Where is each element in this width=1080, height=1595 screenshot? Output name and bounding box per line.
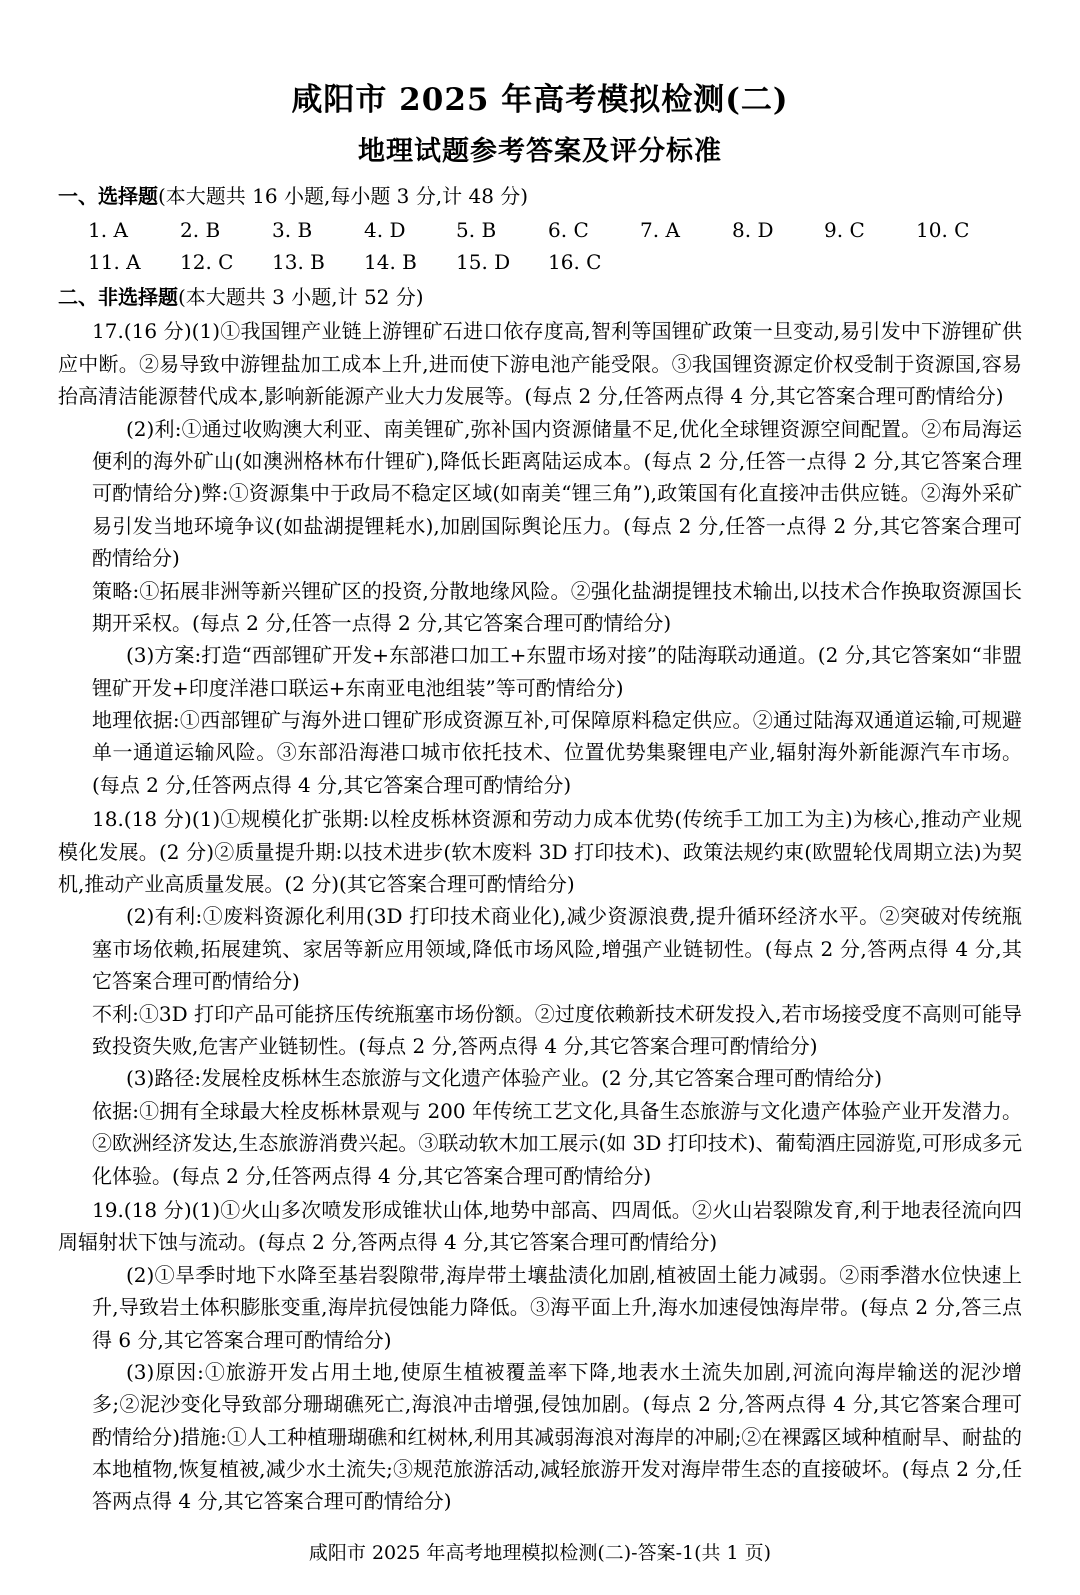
answer-item: 7. A — [640, 218, 680, 243]
section-multiple-choice-note: (本大题共 16 小题,每小题 3 分,计 48 分) — [158, 184, 529, 209]
answer-paragraph: (2)有利:①废料资源化利用(3D 打印技术商业化),减少资源浪费,提升循环经济水平。②突破对传统瓶塞市场依赖,拓展建筑、家居等新应用领域,降低市场风险,增强产业链韧性。(每点 2 分,答两点得 4 分,其它答案合理可酌情给分) — [92, 904, 1022, 994]
section-free-response-label: 二、非选择题 — [58, 285, 178, 310]
page-footer: 咸阳市 2025 年高考地理模拟检测(二)-答案-1(共 1 页) — [308, 1541, 772, 1564]
answer-paragraph: 策略:①拓展非洲等新兴锂矿区的投资,分散地缘风险。②强化盐湖提锂技术输出,以技术合作换取资源国长期开采权。(每点 2 分,任答一点得 2 分,其它答案合理可酌情给分) — [92, 578, 1022, 635]
answer-item: 6. C — [548, 218, 589, 243]
answer-paragraph: 18.(18 分)(1)①规模化扩张期:以栓皮栎林资源和劳动力成本优势(传统手工加工为主)为核心,推动产业规模化发展。(2 分)②质量提升期:以技术进步(软木废料 3D 打印技术)、政策法规约束(欧盟轮伐周期立法)为契机,推动产业高质量发展。(2 分)(其它答案合理可酌情给分) — [58, 807, 1022, 897]
answer-paragraph: (3)方案:打造“西部锂矿开发+东部港口加工+东盟市场对接”的陆海联动通道。(2 分,其它答案如“非盟锂矿开发+印度洋港口联运+东南亚电池组装”等可酌情给分) — [92, 643, 1022, 700]
answer-item: 16. C — [548, 250, 602, 275]
answer-paragraph: (2)利:①通过收购澳大利亚、南美锂矿,弥补国内资源储量不足,优化全球锂资源空间配置。②布局海运便利的海外矿山(如澳洲格林布什锂矿),降低长距离陆运成本。(每点 2 分,任答一点得 2 分,其它答案合理可酌情给分)弊:①资源集中于政局不稳定区域(如南美“锂三角”),政策国有化直接冲击供应链。②海外采矿易引发当地环境争议(如盐湖提锂耗水),加剧国际舆论压力。(每点 2 分,任答一点得 2 分,其它答案合理可酌情给分) — [92, 416, 1022, 571]
answer-item: 15. D — [456, 250, 511, 275]
answer-item: 3. B — [272, 218, 313, 243]
answer-item: 2. B — [180, 218, 221, 243]
answer-item: 10. C — [916, 218, 970, 243]
question-answer-18 — [58, 803, 1022, 1192]
answer-paragraph: 依据:①拥有全球最大栓皮栎林景观与 200 年传统工艺文化,具备生态旅游与文化遗产体验产业开发潜力。②欧洲经济发达,生态旅游消费兴起。③联动软木加工展示(如 3D 打印技术)、葡萄酒庄园游览,可形成多元化体验。(每点 2 分,任答两点得 4 分,其它答案合理可酌情给分) — [92, 1098, 1022, 1188]
answer-paragraph: 19.(18 分)(1)①火山多次喷发形成锥状山体,地势中部高、四周低。②火山岩裂隙发育,利于地表径流向四周辐射状下蚀与流动。(每点 2 分,答两点得 4 分,其它答案合理可酌情给分) — [58, 1197, 1022, 1255]
page-subtitle: 地理试题参考答案及评分标准 — [358, 136, 722, 168]
answer-item: 4. D — [364, 218, 406, 243]
answer-item: 8. D — [732, 218, 774, 243]
answer-item: 13. B — [272, 250, 325, 275]
page-title: 咸阳市 2025 年高考模拟检测(二) — [291, 82, 789, 118]
answer-paragraph: 17.(16 分)(1)①我国锂产业链上游锂矿石进口依存度高,智利等国锂矿政策一旦变动,易引发中下游锂矿供应中断。②易导致中游锂盐加工成本上升,进而使下游电池产能受限。③我国锂资源定价权受制于资源国,容易抬高清洁能源替代成本,影响新能源产业大力发展等。(每点 2 分,任答两点得 4 分,其它答案合理可酌情给分) — [58, 319, 1022, 409]
answer-row-2 — [88, 246, 1022, 278]
answer-item: 11. A — [88, 250, 141, 275]
answer-paragraph: 不利:①3D 打印产品可能挤压传统瓶塞市场份额。②过度依赖新技术研发投入,若市场接受度不高则可能导致投资失败,危害产业链韧性。(每点 2 分,答两点得 4 分,其它答案合理可酌情给分) — [92, 1001, 1022, 1058]
answer-paragraph: (3)路径:发展栓皮栎林生态旅游与文化遗产体验产业。(2 分,其它答案合理可酌情给分) — [126, 1066, 883, 1091]
section-free-response-note: (本大题共 3 小题,计 52 分) — [178, 285, 424, 310]
answer-item: 14. B — [364, 250, 417, 275]
question-answer-19 — [58, 1194, 1022, 1518]
answer-item: 1. A — [88, 218, 128, 243]
question-answer-17 — [58, 315, 1022, 801]
answer-paragraph: (3)原因:①旅游开发占用土地,使原生植被覆盖率下降,地表水土流失加剧,河流向海岸输送的泥沙增多;②泥沙变化导致部分珊瑚礁死亡,海浪冲击增强,侵蚀加剧。(每点 2 分,答两点得 4 分,其它答案合理可酌情给分)措施:①人工种植珊瑚礁和红树林,利用其减弱海浪对海岸的冲刷;②在裸露区域种植耐旱、耐盐的本地植物,恢复植被,减少水土流失;③规范旅游活动,减轻旅游开发对海岸带生态的直接破坏。(每点 2 分,任答两点得 4 分,其它答案合理可酌情给分) — [92, 1359, 1022, 1514]
answer-paragraph: (2)①旱季时地下水降至基岩裂隙带,海岸带土壤盐渍化加剧,植被固土能力减弱。②雨季潜水位快速上升,导致岩土体积膨胀变重,海岸抗侵蚀能力降低。③海平面上升,海水加速侵蚀海岸带。(每点 2 分,答三点得 6 分,其它答案合理可酌情给分) — [92, 1262, 1022, 1352]
answer-item: 12. C — [180, 250, 234, 275]
answer-paragraph: 地理依据:①西部锂矿与海外进口锂矿形成资源互补,可保障原料稳定供应。②通过陆海双通道运输,可规避单一通道运输风险。③东部沿海港口城市依托技术、位置优势集聚锂电产业,辐射海外新能源汽车市场。(每点 2 分,任答两点得 4 分,其它答案合理可酌情给分) — [92, 708, 1022, 797]
section-free-response-heading — [58, 282, 1022, 313]
answer-row-1 — [88, 214, 1022, 246]
answer-item: 9. C — [824, 218, 865, 243]
section-multiple-choice-label: 一、选择题 — [58, 184, 158, 209]
section-multiple-choice-heading — [58, 181, 1022, 212]
answer-item: 5. B — [456, 218, 497, 243]
